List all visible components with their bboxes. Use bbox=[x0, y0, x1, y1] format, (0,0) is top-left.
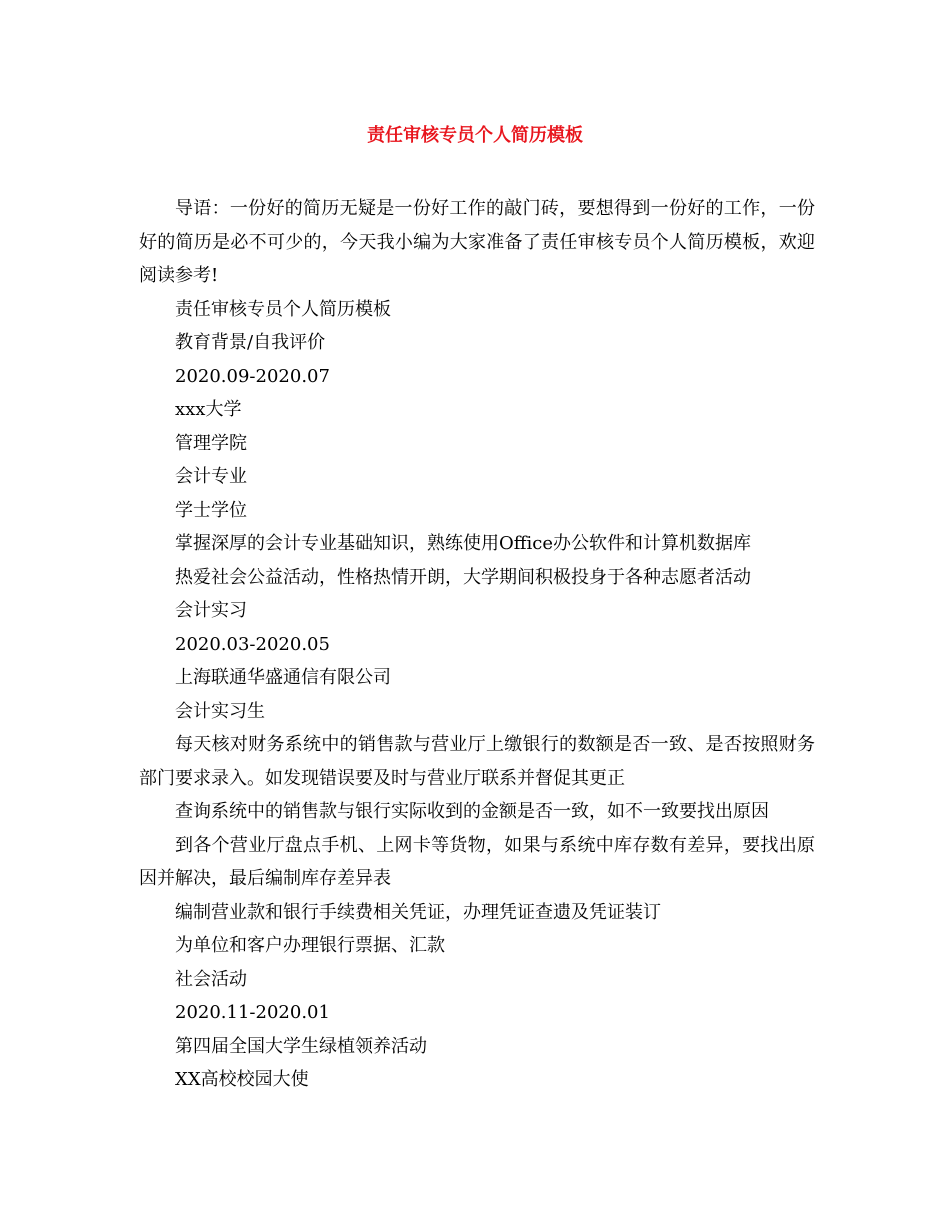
paragraph-major: 会计专业 bbox=[175, 466, 247, 487]
paragraph-duty-3: 到各个营业厅盘点手机、上网卡等货物，如果与系统中库存数有差异，要找出原因并解决，最后编制库存差异表 bbox=[139, 834, 815, 889]
document-body bbox=[139, 192, 815, 1097]
paragraph-education-dates: 2020.09-2020.07 bbox=[175, 365, 330, 387]
paragraph-duty-2: 查询系统中的销售款与银行实际收到的金额是否一致，如不一致要找出原因 bbox=[175, 801, 769, 822]
paragraph-personality: 热爱社会公益活动，性格热情开朗，大学期间积极投身于各种志愿者活动 bbox=[175, 566, 751, 588]
paragraph-activities-dates: 2020.11-2020.01 bbox=[175, 1002, 330, 1023]
paragraph-activity-name: 第四届全国大学生绿植领养活动 bbox=[175, 1035, 427, 1057]
paragraph-education-heading: 教育背景/自我评价 bbox=[175, 332, 326, 353]
paragraph-activities-heading: 社会活动 bbox=[175, 968, 247, 990]
document-title: 责任审核专员个人简历模板 bbox=[367, 125, 583, 146]
paragraph-university: xxx大学 bbox=[175, 399, 242, 420]
paragraph-college: 管理学院 bbox=[175, 432, 247, 454]
paragraph-degree: 学士学位 bbox=[175, 499, 247, 521]
paragraph-resume-heading: 责任审核专员个人简历模板 bbox=[175, 298, 391, 320]
paragraph-duty-4: 编制营业款和银行手续费相关凭证，办理凭证查遗及凭证装订 bbox=[175, 901, 661, 923]
paragraph-internship-dates: 2020.03-2020.05 bbox=[175, 633, 330, 655]
paragraph-company: 上海联通华盛通信有限公司 bbox=[175, 667, 391, 688]
paragraph-duty-5: 为单位和客户办理银行票据、汇款 bbox=[175, 935, 445, 956]
paragraph-activity-role: XX高校校园大使 bbox=[175, 1069, 309, 1090]
paragraph-skills: 掌握深厚的会计专业基础知识，熟练使用Office办公软件和计算机数据库 bbox=[175, 533, 752, 554]
paragraph-duty-1: 每天核对财务系统中的销售款与营业厅上缴银行的数额是否一致、是否按照财务部门要求录入。如发现错误要及时与营业厅联系并督促其更正 bbox=[139, 734, 815, 789]
paragraph-internship-heading: 会计实习 bbox=[175, 600, 247, 621]
paragraph-intro: 导语：一份好的简历无疑是一份好工作的敲门砖，要想得到一份好的工作，一份好的简历是必不可少的，今天我小编为大家准备了责任审核专员个人简历模板，欢迎阅读参考! bbox=[139, 198, 815, 286]
paragraph-position: 会计实习生 bbox=[175, 700, 265, 722]
